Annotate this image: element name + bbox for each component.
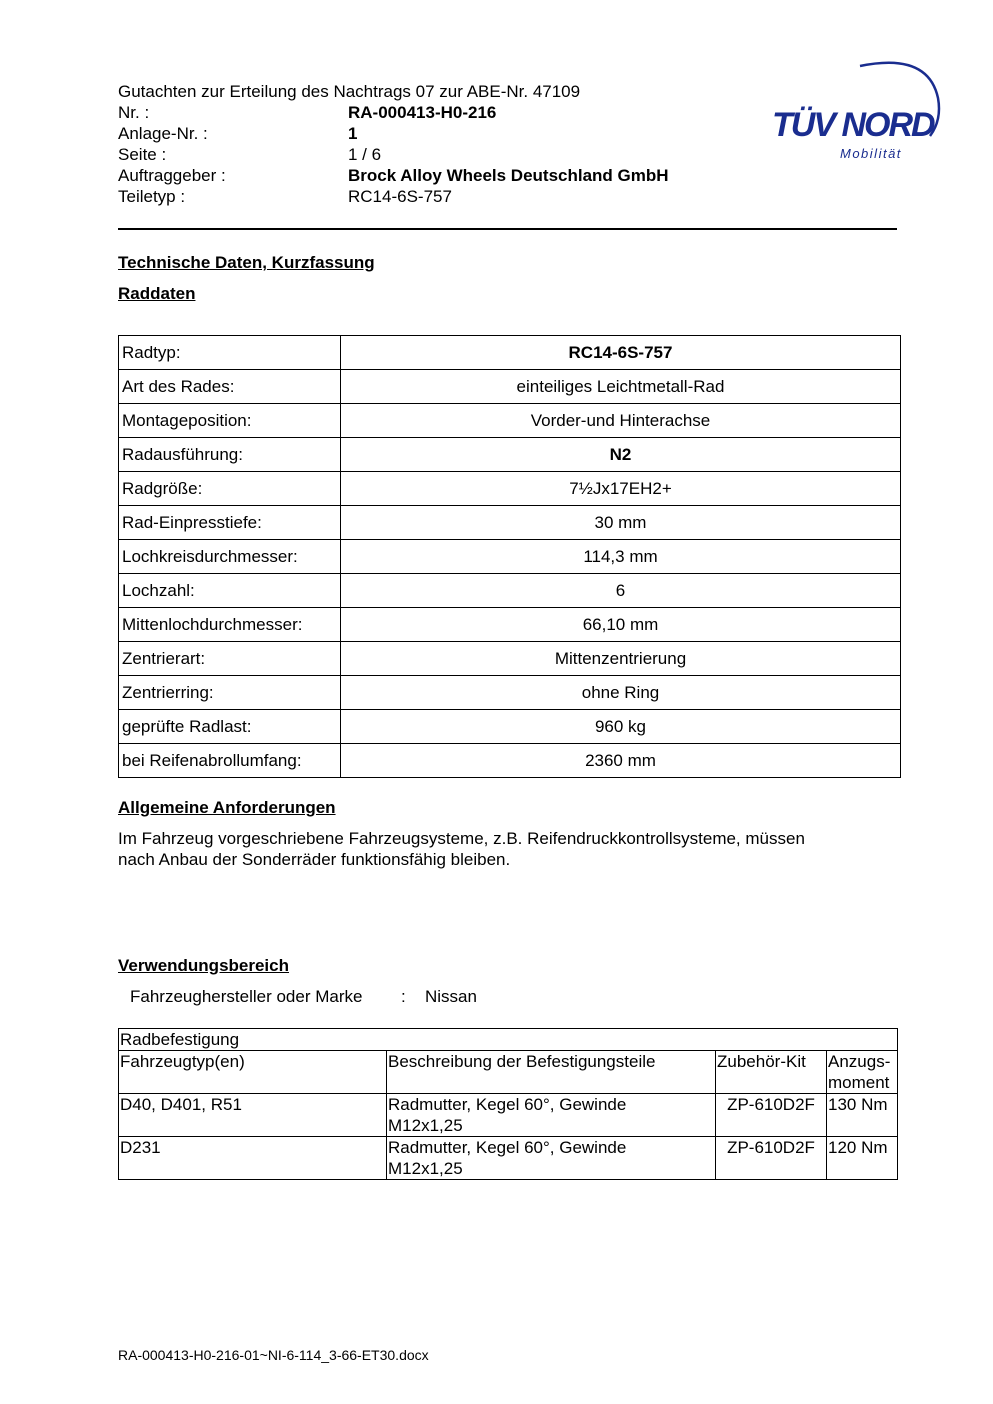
auftraggeber-value: Brock Alloy Wheels Deutschland GmbH (348, 166, 669, 185)
nr-label: Nr. : (118, 103, 150, 122)
row-key: Zentrierart: (119, 642, 341, 676)
table-row (119, 370, 901, 404)
table-row (119, 472, 901, 506)
befestigung-table (118, 1028, 898, 1180)
seite-value: 1 / 6 (348, 145, 382, 164)
header-anzugs-line1: Anzugs- (828, 1052, 891, 1071)
cell-moment: 120 Nm (827, 1137, 898, 1180)
cell-typ: D40, D401, R51 (119, 1094, 387, 1137)
marke-label: Fahrzeughersteller oder Marke (130, 987, 363, 1006)
row-key: Zentrierring: (119, 676, 341, 710)
table-row (119, 710, 901, 744)
desc-line1: Radmutter, Kegel 60°, Gewinde (388, 1095, 627, 1114)
table-header-row (119, 1051, 898, 1094)
row-value: 66,10 mm (341, 608, 901, 642)
cell-kit: ZP-610D2F (716, 1094, 827, 1137)
table-row (119, 676, 901, 710)
row-key: Radtyp: (119, 336, 341, 370)
table-row (119, 540, 901, 574)
row-key: Mittenlochdurchmesser: (119, 608, 341, 642)
raddaten-title: Raddaten (118, 284, 196, 303)
marke-value: Nissan (425, 987, 477, 1006)
row-key: Rad-Einpresstiefe: (119, 506, 341, 540)
table-row (119, 336, 901, 370)
desc-line2: M12x1,25 (388, 1159, 463, 1178)
cell-desc (387, 1094, 716, 1137)
cell-kit: ZP-610D2F (716, 1137, 827, 1180)
table-row (119, 438, 901, 472)
row-value: 2360 mm (341, 744, 901, 778)
row-key: Art des Rades: (119, 370, 341, 404)
table-row (119, 404, 901, 438)
row-key: Radgröße: (119, 472, 341, 506)
document-title: Gutachten zur Erteilung des Nachtrags 07 zur ABE-Nr. 47109 (118, 82, 581, 101)
table-row (119, 642, 901, 676)
table-row (119, 574, 901, 608)
header-divider (118, 228, 897, 230)
nr-value: RA-000413-H0-216 (348, 103, 497, 122)
desc-line2: M12x1,25 (388, 1116, 463, 1135)
row-key: geprüfte Radlast: (119, 710, 341, 744)
table-row (119, 1094, 898, 1137)
table-caption-row (119, 1029, 898, 1051)
table-row (119, 744, 901, 778)
table-row (119, 1137, 898, 1180)
table-caption: Radbefestigung (119, 1029, 898, 1051)
cell-typ: D231 (119, 1137, 387, 1180)
table-row (119, 506, 901, 540)
section-title: Technische Daten, Kurzfassung (118, 253, 375, 272)
anlage-label: Anlage-Nr. : (118, 124, 208, 143)
header-fahrzeugtyp: Fahrzeugtyp(en) (119, 1051, 387, 1094)
cell-desc (387, 1137, 716, 1180)
logo-sub: Mobilität (840, 146, 902, 161)
row-value: einteiliges Leichtmetall-Rad (341, 370, 901, 404)
anlage-value: 1 (348, 124, 358, 143)
verwendung-title: Verwendungsbereich (118, 956, 289, 975)
row-value: RC14-6S-757 (341, 336, 901, 370)
row-key: Montageposition: (119, 404, 341, 438)
row-key: bei Reifenabrollumfang: (119, 744, 341, 778)
auftraggeber-label: Auftraggeber : (118, 166, 226, 185)
logo-brand: TÜV NORD (772, 106, 934, 144)
row-value: Vorder-und Hinterachse (341, 404, 901, 438)
cell-moment: 130 Nm (827, 1094, 898, 1137)
tuv-nord-logo (768, 58, 948, 168)
raddaten-table (118, 335, 901, 778)
header-zubehoer: Zubehör-Kit (716, 1051, 827, 1094)
header-anzugs-line2: moment (828, 1073, 890, 1092)
header-anzugsmoment (827, 1051, 898, 1094)
row-value: 7½Jx17EH2+ (341, 472, 901, 506)
row-value: 30 mm (341, 506, 901, 540)
row-key: Radausführung: (119, 438, 341, 472)
row-value: N2 (341, 438, 901, 472)
seite-label: Seite : (118, 145, 167, 164)
allgemein-line-2: nach Anbau der Sonderräder funktionsfähig bleiben. (118, 850, 511, 869)
header-beschreibung: Beschreibung der Befestigungsteile (387, 1051, 716, 1094)
footer-filename: RA-000413-H0-216-01~NI-6-114_3-66-ET30.docx (118, 1347, 429, 1363)
row-value: 960 kg (341, 710, 901, 744)
desc-line1: Radmutter, Kegel 60°, Gewinde (388, 1138, 627, 1157)
row-value: Mittenzentrierung (341, 642, 901, 676)
allgemein-title: Allgemeine Anforderungen (118, 798, 336, 817)
allgemein-line-1: Im Fahrzeug vorgeschriebene Fahrzeugsysteme, z.B. Reifendruckkontrollsysteme, müssen (118, 829, 805, 848)
row-key: Lochzahl: (119, 574, 341, 608)
teiletyp-label: Teiletyp : (118, 187, 186, 206)
row-key: Lochkreisdurchmesser: (119, 540, 341, 574)
row-value: 114,3 mm (341, 540, 901, 574)
table-row (119, 608, 901, 642)
row-value: ohne Ring (341, 676, 901, 710)
marke-sep: : (401, 987, 406, 1006)
row-value: 6 (341, 574, 901, 608)
teiletyp-value: RC14-6S-757 (348, 187, 452, 206)
allgemein-paragraph (118, 828, 888, 870)
